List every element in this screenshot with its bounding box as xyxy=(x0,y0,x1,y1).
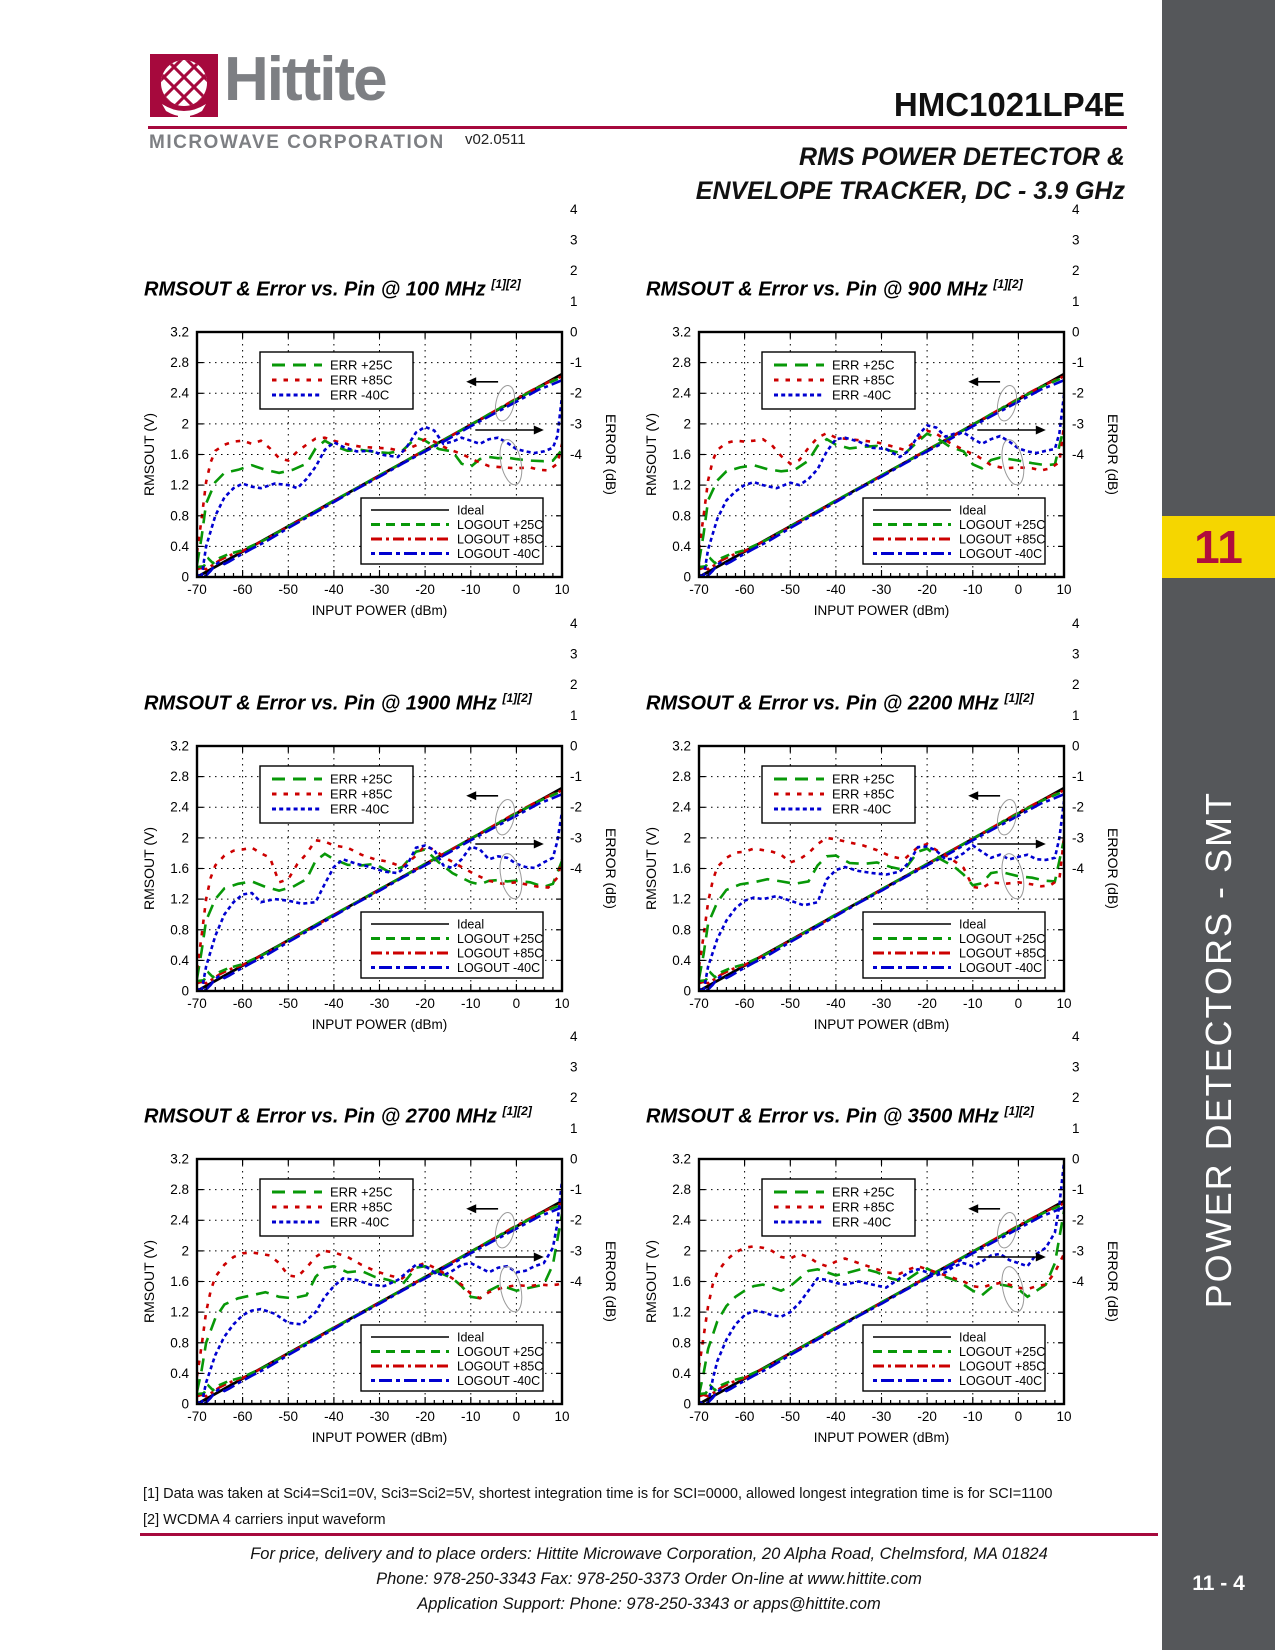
svg-text:2.8: 2.8 xyxy=(170,768,189,784)
svg-text:2: 2 xyxy=(683,830,691,846)
svg-text:-40: -40 xyxy=(324,995,344,1011)
svg-text:10: 10 xyxy=(554,581,570,597)
svg-text:2: 2 xyxy=(570,262,578,278)
subtitle-line2: ENVELOPE TRACKER, DC - 3.9 GHz xyxy=(695,177,1125,205)
svg-text:0.8: 0.8 xyxy=(170,507,189,523)
rmsout-curves-ellipse xyxy=(994,797,1019,836)
svg-text:ERR -40C: ERR -40C xyxy=(330,801,390,817)
chart-title: RMSOUT & Error vs. Pin @ 2700 MHz [1][2] xyxy=(144,1104,532,1128)
rmsout-curves-ellipse xyxy=(994,383,1019,422)
svg-text:3.2: 3.2 xyxy=(170,738,189,754)
svg-text:0: 0 xyxy=(512,1408,521,1424)
svg-text:0.8: 0.8 xyxy=(672,1334,691,1350)
svg-text:1.2: 1.2 xyxy=(672,891,691,907)
svg-text:0: 0 xyxy=(1014,581,1023,597)
chart-title: RMSOUT & Error vs. Pin @ 2200 MHz [1][2] xyxy=(646,691,1034,715)
svg-text:ERR -40C: ERR -40C xyxy=(832,801,892,817)
svg-text:-40: -40 xyxy=(826,1408,846,1424)
svg-text:LOGOUT -40C: LOGOUT -40C xyxy=(457,546,541,561)
svg-text:-2: -2 xyxy=(1072,799,1085,815)
svg-text:-40: -40 xyxy=(826,581,846,597)
error-curves-ellipse xyxy=(998,1264,1027,1313)
svg-text:LOGOUT -40C: LOGOUT -40C xyxy=(457,960,541,975)
svg-text:10: 10 xyxy=(554,995,570,1011)
svg-text:1.2: 1.2 xyxy=(672,1304,691,1320)
legend-logout xyxy=(361,912,543,978)
svg-text:2.4: 2.4 xyxy=(672,1212,691,1228)
svg-text:ERR -40C: ERR -40C xyxy=(832,387,892,403)
svg-text:ERR +25C: ERR +25C xyxy=(330,1184,393,1200)
svg-text:Ideal: Ideal xyxy=(959,1330,987,1345)
svg-text:2: 2 xyxy=(1072,262,1080,278)
footer-support: Application Support: Phone: 978-250-3343 or apps@hittite.com xyxy=(417,1595,881,1613)
svg-text:-70: -70 xyxy=(689,995,709,1011)
svg-text:-3: -3 xyxy=(570,416,583,432)
svg-text:0.8: 0.8 xyxy=(170,921,189,937)
svg-text:ERR +85C: ERR +85C xyxy=(832,1199,895,1215)
chart-2200-mhz xyxy=(642,615,1147,1051)
footer-contact: Phone: 978-250-3343 Fax: 978-250-3373 Order On-line at www.hittite.com xyxy=(376,1570,922,1588)
svg-text:LOGOUT -40C: LOGOUT -40C xyxy=(959,546,1043,561)
svg-text:-2: -2 xyxy=(570,799,583,815)
svg-text:2.4: 2.4 xyxy=(672,799,691,815)
svg-text:-2: -2 xyxy=(570,1212,583,1228)
svg-text:-30: -30 xyxy=(369,581,390,597)
svg-text:0: 0 xyxy=(512,995,521,1011)
svg-text:LOGOUT +85C: LOGOUT +85C xyxy=(457,532,544,547)
chart-title: RMSOUT & Error vs. Pin @ 100 MHz [1][2] xyxy=(144,277,521,301)
svg-text:-1: -1 xyxy=(570,354,583,370)
svg-text:-60: -60 xyxy=(734,995,755,1011)
svg-text:0: 0 xyxy=(683,983,691,999)
svg-text:3: 3 xyxy=(570,1059,578,1075)
svg-text:-1: -1 xyxy=(570,768,583,784)
svg-text:-4: -4 xyxy=(1072,860,1085,876)
svg-text:Ideal: Ideal xyxy=(457,503,485,518)
svg-text:-20: -20 xyxy=(415,1408,435,1424)
svg-text:0: 0 xyxy=(683,569,691,585)
svg-text:2.4: 2.4 xyxy=(170,799,189,815)
svg-text:3: 3 xyxy=(570,232,578,248)
svg-text:-60: -60 xyxy=(734,1408,755,1424)
svg-text:10: 10 xyxy=(1056,581,1072,597)
svg-text:Ideal: Ideal xyxy=(457,1330,485,1345)
svg-text:ERR +25C: ERR +25C xyxy=(330,771,393,787)
svg-text:0: 0 xyxy=(1072,324,1080,340)
svg-text:-20: -20 xyxy=(917,581,937,597)
svg-text:0: 0 xyxy=(181,569,189,585)
svg-text:2.4: 2.4 xyxy=(170,385,189,401)
svg-text:-3: -3 xyxy=(570,1243,583,1259)
svg-text:0.4: 0.4 xyxy=(672,538,691,554)
svg-text:-2: -2 xyxy=(1072,385,1085,401)
svg-text:2.8: 2.8 xyxy=(170,1181,189,1197)
svg-text:LOGOUT +85C: LOGOUT +85C xyxy=(959,946,1046,961)
svg-text:1.6: 1.6 xyxy=(672,446,691,462)
svg-text:Ideal: Ideal xyxy=(457,917,485,932)
svg-text:-40: -40 xyxy=(324,581,344,597)
svg-text:ERR +25C: ERR +25C xyxy=(832,771,895,787)
svg-text:LOGOUT +25C: LOGOUT +25C xyxy=(959,931,1046,946)
svg-text:10: 10 xyxy=(1056,1408,1072,1424)
rmsout-curves-ellipse xyxy=(994,1210,1019,1249)
svg-text:-10: -10 xyxy=(963,581,983,597)
svg-text:ERR +25C: ERR +25C xyxy=(832,357,895,373)
svg-text:4: 4 xyxy=(570,201,578,217)
legend-logout xyxy=(863,912,1045,978)
svg-text:-20: -20 xyxy=(917,995,937,1011)
svg-text:0: 0 xyxy=(181,983,189,999)
svg-text:-3: -3 xyxy=(1072,416,1085,432)
subtitle-line1: RMS POWER DETECTOR & xyxy=(799,143,1125,171)
section-label: POWER DETECTORS - SMT xyxy=(1197,791,1239,1309)
svg-text:1.2: 1.2 xyxy=(170,477,189,493)
error-curves-ellipse xyxy=(496,437,525,486)
svg-text:-20: -20 xyxy=(415,581,435,597)
svg-text:1: 1 xyxy=(570,293,578,309)
footnote-2: [2] WCDMA 4 carriers input waveform xyxy=(143,1512,386,1528)
svg-text:2: 2 xyxy=(1072,1089,1080,1105)
svg-text:-4: -4 xyxy=(570,1273,583,1289)
svg-text:0: 0 xyxy=(570,1151,578,1167)
y-left-axis-title: RMSOUT (V) xyxy=(643,1239,659,1323)
error-curves-ellipse xyxy=(496,851,525,900)
svg-text:ERR +85C: ERR +85C xyxy=(330,786,393,802)
legend-error xyxy=(762,352,915,409)
svg-text:1: 1 xyxy=(1072,1120,1080,1136)
svg-text:3.2: 3.2 xyxy=(672,1151,691,1167)
y-left-axis-title: RMSOUT (V) xyxy=(141,826,157,910)
svg-text:ERR +85C: ERR +85C xyxy=(330,1199,393,1215)
svg-text:3: 3 xyxy=(570,646,578,662)
svg-text:-60: -60 xyxy=(734,581,755,597)
svg-text:-1: -1 xyxy=(1072,354,1085,370)
svg-text:0.8: 0.8 xyxy=(170,1334,189,1350)
svg-text:-50: -50 xyxy=(780,581,801,597)
y-left-axis-title: RMSOUT (V) xyxy=(141,1239,157,1323)
svg-text:-40: -40 xyxy=(826,995,846,1011)
svg-text:3.2: 3.2 xyxy=(672,324,691,340)
svg-text:0: 0 xyxy=(570,324,578,340)
svg-text:-4: -4 xyxy=(570,446,583,462)
svg-text:-20: -20 xyxy=(415,995,435,1011)
footnote-1: [1] Data was taken at Sci4=Sci1=0V, Sci3=Sci2=5V, shortest integration time is for SCI=0000, allowed longest integration time is for SCI=1100 xyxy=(143,1486,1053,1502)
svg-text:-70: -70 xyxy=(187,995,207,1011)
svg-text:-60: -60 xyxy=(232,581,253,597)
legend-logout xyxy=(361,498,543,564)
legend-error xyxy=(260,766,413,823)
svg-text:-30: -30 xyxy=(369,995,390,1011)
svg-text:0.4: 0.4 xyxy=(672,952,691,968)
svg-text:-4: -4 xyxy=(1072,1273,1085,1289)
svg-text:-4: -4 xyxy=(1072,446,1085,462)
chapter-tab xyxy=(1162,516,1275,578)
corp-name: MICROWAVE CORPORATION xyxy=(149,132,445,153)
svg-text:-2: -2 xyxy=(570,385,583,401)
svg-text:-70: -70 xyxy=(187,581,207,597)
x-axis-title: INPUT POWER (dBm) xyxy=(813,602,950,618)
svg-text:2.4: 2.4 xyxy=(672,385,691,401)
legend-error xyxy=(762,1179,915,1236)
y-left-axis-title: RMSOUT (V) xyxy=(141,412,157,496)
chart-1900-mhz xyxy=(140,615,645,1051)
legend-error xyxy=(260,1179,413,1236)
svg-text:-30: -30 xyxy=(871,581,892,597)
legend-error xyxy=(762,766,915,823)
svg-text:-1: -1 xyxy=(1072,1181,1085,1197)
svg-text:Ideal: Ideal xyxy=(959,503,987,518)
svg-text:2.8: 2.8 xyxy=(672,1181,691,1197)
part-number: HMC1021LP4E xyxy=(893,86,1125,123)
svg-text:-50: -50 xyxy=(278,995,299,1011)
svg-text:LOGOUT +85C: LOGOUT +85C xyxy=(959,1359,1046,1374)
x-axis-title: INPUT POWER (dBm) xyxy=(813,1429,950,1445)
y-left-axis-title: RMSOUT (V) xyxy=(643,412,659,496)
svg-text:3: 3 xyxy=(1072,1059,1080,1075)
svg-text:3.2: 3.2 xyxy=(672,738,691,754)
svg-text:ERR -40C: ERR -40C xyxy=(330,387,390,403)
svg-text:-1: -1 xyxy=(1072,768,1085,784)
svg-text:3: 3 xyxy=(1072,646,1080,662)
y-right-axis-title: ERROR (dB) xyxy=(603,827,619,909)
x-axis-title: INPUT POWER (dBm) xyxy=(311,602,448,618)
svg-text:0.4: 0.4 xyxy=(170,952,189,968)
y-right-axis-title: ERROR (dB) xyxy=(603,413,619,495)
svg-text:0.4: 0.4 xyxy=(170,538,189,554)
svg-text:-10: -10 xyxy=(963,995,983,1011)
svg-text:0: 0 xyxy=(683,1396,691,1412)
chart-title: RMSOUT & Error vs. Pin @ 1900 MHz [1][2] xyxy=(144,691,532,715)
chart-100-mhz xyxy=(140,201,645,637)
y-right-axis-title: ERROR (dB) xyxy=(1105,413,1121,495)
svg-text:2.4: 2.4 xyxy=(170,1212,189,1228)
svg-text:0: 0 xyxy=(1014,1408,1023,1424)
chart-2700-mhz xyxy=(140,1028,645,1464)
svg-text:-70: -70 xyxy=(689,1408,709,1424)
svg-text:0.4: 0.4 xyxy=(170,1365,189,1381)
svg-text:-10: -10 xyxy=(963,1408,983,1424)
svg-text:4: 4 xyxy=(1072,615,1080,631)
svg-text:2: 2 xyxy=(181,416,189,432)
svg-text:-60: -60 xyxy=(232,995,253,1011)
svg-text:1.2: 1.2 xyxy=(170,891,189,907)
svg-text:ERR -40C: ERR -40C xyxy=(832,1214,892,1230)
svg-text:-4: -4 xyxy=(570,860,583,876)
svg-text:0: 0 xyxy=(1072,738,1080,754)
x-axis-title: INPUT POWER (dBm) xyxy=(813,1016,950,1032)
svg-text:2.8: 2.8 xyxy=(672,768,691,784)
svg-text:1.6: 1.6 xyxy=(170,446,189,462)
svg-text:-3: -3 xyxy=(1072,1243,1085,1259)
svg-text:1.6: 1.6 xyxy=(170,1273,189,1289)
svg-text:2: 2 xyxy=(570,676,578,692)
svg-text:LOGOUT -40C: LOGOUT -40C xyxy=(959,960,1043,975)
svg-text:2.8: 2.8 xyxy=(170,354,189,370)
rmsout-curves-ellipse xyxy=(492,1210,517,1249)
svg-text:4: 4 xyxy=(570,615,578,631)
x-axis-title: INPUT POWER (dBm) xyxy=(311,1016,448,1032)
svg-text:4: 4 xyxy=(1072,201,1080,217)
svg-text:-50: -50 xyxy=(278,581,299,597)
svg-text:4: 4 xyxy=(1072,1028,1080,1044)
svg-text:LOGOUT +25C: LOGOUT +25C xyxy=(457,517,544,532)
svg-text:1: 1 xyxy=(570,707,578,723)
chart-title: RMSOUT & Error vs. Pin @ 900 MHz [1][2] xyxy=(646,277,1023,301)
chart-title: RMSOUT & Error vs. Pin @ 3500 MHz [1][2] xyxy=(646,1104,1034,1128)
header-divider xyxy=(148,126,1127,129)
svg-text:1: 1 xyxy=(1072,293,1080,309)
svg-text:LOGOUT +25C: LOGOUT +25C xyxy=(457,1344,544,1359)
svg-text:2.8: 2.8 xyxy=(672,354,691,370)
svg-text:-70: -70 xyxy=(187,1408,207,1424)
svg-text:0.8: 0.8 xyxy=(672,921,691,937)
svg-text:LOGOUT +25C: LOGOUT +25C xyxy=(457,931,544,946)
svg-text:3.2: 3.2 xyxy=(170,324,189,340)
svg-text:LOGOUT +85C: LOGOUT +85C xyxy=(457,946,544,961)
svg-text:1.2: 1.2 xyxy=(170,1304,189,1320)
svg-text:-10: -10 xyxy=(461,995,481,1011)
svg-text:LOGOUT -40C: LOGOUT -40C xyxy=(457,1373,541,1388)
svg-text:-10: -10 xyxy=(461,1408,481,1424)
section-label-wrap xyxy=(1162,580,1275,1520)
svg-text:0: 0 xyxy=(512,581,521,597)
svg-text:ERR -40C: ERR -40C xyxy=(330,1214,390,1230)
svg-text:0: 0 xyxy=(1014,995,1023,1011)
legend-logout xyxy=(361,1325,543,1391)
footer-divider xyxy=(140,1533,1158,1536)
svg-text:LOGOUT +85C: LOGOUT +85C xyxy=(457,1359,544,1374)
svg-text:2: 2 xyxy=(683,1243,691,1259)
svg-text:3: 3 xyxy=(1072,232,1080,248)
svg-text:-50: -50 xyxy=(780,1408,801,1424)
svg-text:-70: -70 xyxy=(689,581,709,597)
legend-logout xyxy=(863,498,1045,564)
svg-text:ERR +85C: ERR +85C xyxy=(832,372,895,388)
svg-text:-1: -1 xyxy=(570,1181,583,1197)
svg-text:0: 0 xyxy=(1072,1151,1080,1167)
svg-text:0: 0 xyxy=(181,1396,189,1412)
svg-text:2: 2 xyxy=(181,1243,189,1259)
chart-3500-mhz xyxy=(642,1028,1147,1464)
svg-text:0: 0 xyxy=(570,738,578,754)
svg-text:-50: -50 xyxy=(780,995,801,1011)
svg-text:10: 10 xyxy=(554,1408,570,1424)
footer-address: For price, delivery and to place orders: Hittite Microwave Corporation, 20 Alpha Road, Chelmsford, MA 01824 xyxy=(250,1545,1048,1563)
svg-text:2: 2 xyxy=(181,830,189,846)
svg-text:1: 1 xyxy=(570,1120,578,1136)
svg-text:-30: -30 xyxy=(871,1408,892,1424)
svg-text:2: 2 xyxy=(570,1089,578,1105)
legend-logout xyxy=(863,1325,1045,1391)
svg-text:2: 2 xyxy=(1072,676,1080,692)
svg-text:-60: -60 xyxy=(232,1408,253,1424)
svg-text:-30: -30 xyxy=(871,995,892,1011)
y-left-axis-title: RMSOUT (V) xyxy=(643,826,659,910)
svg-text:-10: -10 xyxy=(461,581,481,597)
svg-text:1: 1 xyxy=(1072,707,1080,723)
svg-text:ERR +25C: ERR +25C xyxy=(330,357,393,373)
svg-text:1.6: 1.6 xyxy=(672,860,691,876)
svg-text:0.8: 0.8 xyxy=(672,507,691,523)
svg-text:-3: -3 xyxy=(1072,830,1085,846)
y-right-axis-title: ERROR (dB) xyxy=(603,1240,619,1322)
svg-text:LOGOUT +25C: LOGOUT +25C xyxy=(959,1344,1046,1359)
rmsout-curves-ellipse xyxy=(492,383,517,422)
svg-text:-3: -3 xyxy=(570,830,583,846)
legend-error xyxy=(260,352,413,409)
y-right-axis-title: ERROR (dB) xyxy=(1105,1240,1121,1322)
hittite-logo-icon xyxy=(150,54,218,122)
svg-text:ERR +25C: ERR +25C xyxy=(832,1184,895,1200)
svg-text:0.4: 0.4 xyxy=(672,1365,691,1381)
svg-text:LOGOUT -40C: LOGOUT -40C xyxy=(959,1373,1043,1388)
chart-900-mhz xyxy=(642,201,1147,637)
datasheet-version: v02.0511 xyxy=(465,131,526,148)
chapter-number: 11 xyxy=(1194,521,1243,573)
svg-text:-2: -2 xyxy=(1072,1212,1085,1228)
svg-text:ERR +85C: ERR +85C xyxy=(330,372,393,388)
svg-text:1.6: 1.6 xyxy=(672,1273,691,1289)
svg-text:4: 4 xyxy=(570,1028,578,1044)
svg-text:ERR +85C: ERR +85C xyxy=(832,786,895,802)
svg-text:LOGOUT +25C: LOGOUT +25C xyxy=(959,517,1046,532)
rmsout-curves-ellipse xyxy=(492,797,517,836)
svg-text:-20: -20 xyxy=(917,1408,937,1424)
svg-text:3.2: 3.2 xyxy=(170,1151,189,1167)
svg-text:-50: -50 xyxy=(278,1408,299,1424)
svg-text:2: 2 xyxy=(683,416,691,432)
document-subtitle xyxy=(425,140,1125,208)
hittite-wordmark: Hittite xyxy=(224,45,386,114)
svg-text:-40: -40 xyxy=(324,1408,344,1424)
svg-text:10: 10 xyxy=(1056,995,1072,1011)
svg-text:Ideal: Ideal xyxy=(959,917,987,932)
error-curves-ellipse xyxy=(998,437,1027,486)
svg-text:-30: -30 xyxy=(369,1408,390,1424)
svg-text:1.2: 1.2 xyxy=(672,477,691,493)
x-axis-title: INPUT POWER (dBm) xyxy=(311,1429,448,1445)
svg-text:1.6: 1.6 xyxy=(170,860,189,876)
page-number: 11 - 4 xyxy=(1192,1572,1245,1595)
svg-text:LOGOUT +85C: LOGOUT +85C xyxy=(959,532,1046,547)
y-right-axis-title: ERROR (dB) xyxy=(1105,827,1121,909)
